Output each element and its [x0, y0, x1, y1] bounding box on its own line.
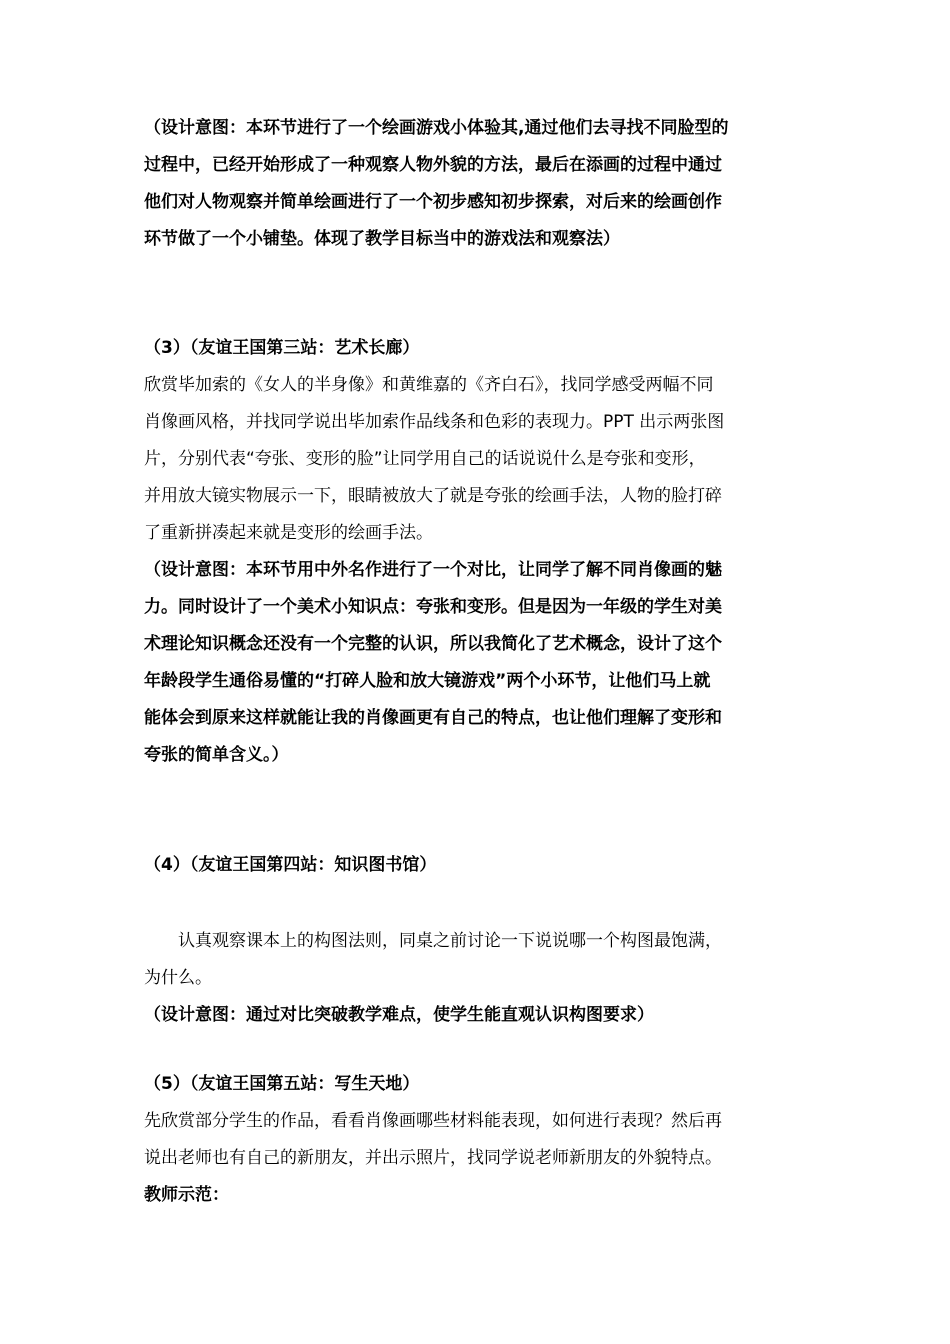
section-5-heading: （5）（友谊王国第五站：写生天地） [144, 1074, 420, 1094]
section-4-body-line: 为什么。 [144, 968, 212, 988]
section-3-body-line: 肖像画风格，并找同学说出毕加索作品线条和色彩的表现力。PPT 出示两张图 [144, 412, 725, 432]
section-5 [144, 1066, 806, 1214]
section-3-body-line: 了重新拼凑起来就是变形的绘画手法。 [144, 523, 433, 543]
section-5-body-line: 说出老师也有自己的新朋友，并出示照片，找同学说老师新朋友的外貌特点。 [144, 1148, 722, 1168]
section-5-subheading: 教师示范： [144, 1185, 229, 1205]
design-intent-line: 他们对人物观察并简单绘画进行了一个初步感知初步探索，对后来的绘画创作 [144, 192, 722, 212]
design-intent-line: （设计意图：本环节进行了一个绘画游戏小体验其,通过他们去寻找不同脸型的 [144, 118, 729, 138]
section-3-intent-line: 术理论知识概念还没有一个完整的认识，所以我简化了艺术概念，设计了这个 [144, 634, 722, 654]
section-3-body-line: 欣赏毕加索的《女人的半身像》和黄维嘉的《齐白石》，找同学感受两幅不同 [144, 375, 714, 395]
section-3-intent-line: 能体会到原来这样就能让我的肖像画更有自己的特点，也让他们理解了变形和 [144, 708, 722, 728]
section-4-heading-block [144, 847, 806, 884]
section-3-intent-line: 夸张的简单含义。） [144, 745, 289, 765]
section-3-intent-line: 年龄段学生通俗易懂的“打碎人脸和放大镜游戏”两个小环节，让他们马上就 [144, 671, 711, 691]
design-intent-paragraph-1 [144, 110, 806, 258]
design-intent-line: 环节做了一个小铺垫。体现了教学目标当中的游戏法和观察法） [144, 229, 620, 249]
section-3-body-line: 并用放大镜实物展示一下，眼睛被放大了就是夸张的绘画手法，人物的脸打碎 [144, 486, 722, 506]
section-3-intent-line: 力。同时设计了一个美术小知识点：夸张和变形。但是因为一年级的学生对美 [144, 597, 722, 617]
section-3 [144, 330, 806, 774]
design-intent-line: 过程中，已经开始形成了一种观察人物外貌的方法，最后在添画的过程中通过 [144, 155, 722, 175]
section-4 [144, 923, 806, 1034]
section-4-body-line: 认真观察课本上的构图法则，同桌之前讨论一下说说哪一个构图最饱满， [178, 931, 722, 951]
section-4-intent-line: （设计意图：通过对比突破教学难点，使学生能直观认识构图要求） [144, 1005, 654, 1025]
section-4-heading: （4）（友谊王国第四站：知识图书馆） [144, 855, 437, 875]
section-3-intent-line: （设计意图：本环节用中外名作进行了一个对比，让同学了解不同肖像画的魅 [144, 560, 722, 580]
section-3-body-line: 片，分别代表“夸张、变形的脸”让同学用自己的话说说什么是夸张和变形， [144, 449, 706, 469]
section-5-body-line: 先欣赏部分学生的作品，看看肖像画哪些材料能表现，如何进行表现？然后再 [144, 1111, 722, 1131]
section-3-heading: （3）（友谊王国第三站：艺术长廊） [144, 338, 420, 358]
